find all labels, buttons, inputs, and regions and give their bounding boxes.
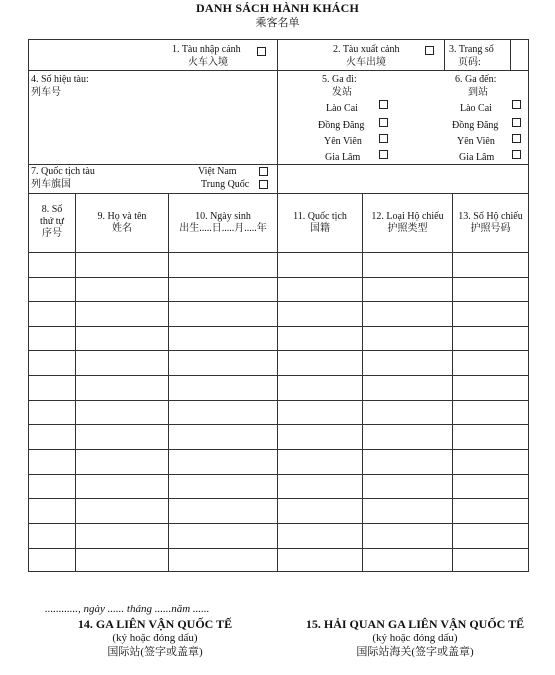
column-header-no-vi: 8. Số thứ tự — [40, 204, 64, 227]
table-row-divider — [28, 523, 529, 524]
frame-right — [528, 39, 529, 572]
column-header-nationality-vi: 11. Quốc tịch — [293, 211, 347, 222]
column-header-passport-type-vi: 12. Loại Hộ chiếu — [371, 211, 444, 222]
arrival-label-zh: 到站 — [468, 87, 488, 98]
exit-checkbox[interactable] — [425, 46, 434, 55]
signature-station-note-zh: 国际站(签字或盖章) — [107, 646, 203, 658]
row1-sep-3 — [510, 39, 511, 70]
form-subtitle: 乘客名单 — [255, 17, 300, 29]
col-sep-4 — [362, 193, 363, 572]
frame-bottom — [28, 571, 529, 572]
col-sep-1 — [75, 193, 76, 572]
column-header-passport-no — [453, 211, 528, 235]
column-header-dob-vi: 10. Ngày sinh — [195, 211, 251, 222]
table-row-divider — [28, 301, 529, 302]
departure-station-lao-cai: Lào Cai — [326, 103, 358, 114]
date-line: ............, ngày ...... tháng ......năm ...... — [45, 603, 210, 615]
row1-divider — [28, 70, 529, 71]
entry-checkbox[interactable] — [257, 47, 266, 56]
table-header-divider — [28, 252, 529, 253]
arrival-checkbox-dong-dang[interactable] — [512, 118, 521, 127]
column-header-name — [76, 211, 168, 235]
departure-checkbox-lao-cai[interactable] — [379, 100, 388, 109]
arrival-checkbox-gia-lam[interactable] — [512, 150, 521, 159]
page-number-label: 3. Trang số — [449, 44, 494, 55]
sec7-divider — [28, 193, 529, 194]
table-row-divider — [28, 548, 529, 549]
frame-top — [28, 39, 529, 40]
col-sep-3 — [277, 193, 278, 572]
column-header-passport-type — [363, 211, 452, 235]
arrival-checkbox-yen-vien[interactable] — [512, 134, 521, 143]
form-title: DANH SÁCH HÀNH KHÁCH — [195, 1, 359, 15]
signature-block-station — [40, 617, 270, 659]
nationality-option-vietnam: Việt Nam — [198, 166, 237, 177]
column-header-no — [29, 204, 75, 240]
frame-left — [28, 39, 29, 572]
column-header-nationality-zh: 国籍 — [310, 223, 330, 234]
exit-label: 2. Tàu xuất cảnh — [333, 44, 400, 55]
page-number-label-zh: 页码: — [458, 57, 481, 68]
page-number-field[interactable] — [513, 50, 527, 66]
column-header-name-zh: 姓名 — [112, 223, 132, 234]
sec7-sep — [277, 164, 278, 193]
arrival-station-lao-cai: Lào Cai — [460, 103, 492, 114]
nationality-checkbox-china[interactable] — [259, 180, 268, 189]
col-sep-5 — [452, 193, 453, 572]
column-header-passport-no-vi: 13. Số Hộ chiếu — [458, 211, 523, 222]
table-row-divider — [28, 498, 529, 499]
column-header-nationality — [278, 211, 362, 235]
exit-label-zh: 火车出境 — [346, 57, 386, 68]
table-row-divider — [28, 474, 529, 475]
row1-sep-2 — [444, 39, 445, 70]
signature-station-note: (ký hoặc đóng dấu) — [112, 632, 198, 644]
arrival-label: 6. Ga đến: — [455, 74, 497, 85]
train-number-label-zh: 列车号 — [31, 87, 61, 98]
row1-sep-1 — [277, 39, 278, 70]
departure-station-dong-dang: Đồng Đăng — [318, 120, 365, 131]
departure-station-yen-vien: Yên Viên — [324, 136, 362, 147]
signature-block-customs — [285, 617, 545, 659]
table-row-divider — [28, 326, 529, 327]
arrival-checkbox-lao-cai[interactable] — [512, 100, 521, 109]
table-row-divider — [28, 350, 529, 351]
column-header-dob — [169, 211, 277, 235]
signature-customs-note-zh: 国际站海关(签字或盖章) — [356, 646, 474, 658]
departure-checkbox-gia-lam[interactable] — [379, 150, 388, 159]
nationality-label: 7. Quốc tịch tàu — [31, 166, 95, 177]
departure-checkbox-dong-dang[interactable] — [379, 118, 388, 127]
column-header-passport-type-zh: 护照类型 — [387, 223, 428, 234]
departure-checkbox-yen-vien[interactable] — [379, 134, 388, 143]
table-row-divider — [28, 375, 529, 376]
table-row-divider — [28, 424, 529, 425]
table-row-divider — [28, 277, 529, 278]
departure-label: 5. Ga đi: — [322, 74, 357, 85]
signature-station-heading: 14. GA LIÊN VẬN QUỐC TẾ — [77, 617, 233, 631]
nationality-checkbox-vietnam[interactable] — [259, 167, 268, 176]
arrival-station-yen-vien: Yên Viên — [457, 136, 495, 147]
signature-customs-note: (ký hoặc đóng dấu) — [372, 632, 458, 644]
table-row-divider — [28, 400, 529, 401]
sec4-sep — [277, 70, 278, 164]
nationality-option-china: Trung Quốc — [201, 179, 250, 190]
arrival-station-gia-lam: Gia Lâm — [459, 152, 495, 163]
column-header-no-zh: 序号 — [42, 228, 62, 239]
sec4-divider — [28, 164, 529, 165]
column-header-passport-no-zh: 护照号码 — [470, 223, 511, 234]
train-number-label: 4. Số hiệu tàu: — [31, 74, 89, 85]
entry-label-zh: 火车入境 — [188, 57, 228, 68]
signature-customs-heading: 15. HẢI QUAN GA LIÊN VẬN QUỐC TẾ — [305, 617, 525, 631]
column-header-name-vi: 9. Họ và tên — [97, 211, 147, 222]
column-header-dob-zh: 出生.....日.....月.....年 — [179, 223, 267, 234]
col-sep-2 — [168, 193, 169, 572]
departure-label-zh: 发站 — [332, 87, 352, 98]
table-row-divider — [28, 449, 529, 450]
departure-station-gia-lam: Gia Lâm — [325, 152, 361, 163]
entry-label: 1. Tàu nhập cảnh — [172, 44, 241, 55]
nationality-label-zh: 列车旗国 — [31, 179, 71, 190]
arrival-station-dong-dang: Đồng Đăng — [452, 120, 499, 131]
